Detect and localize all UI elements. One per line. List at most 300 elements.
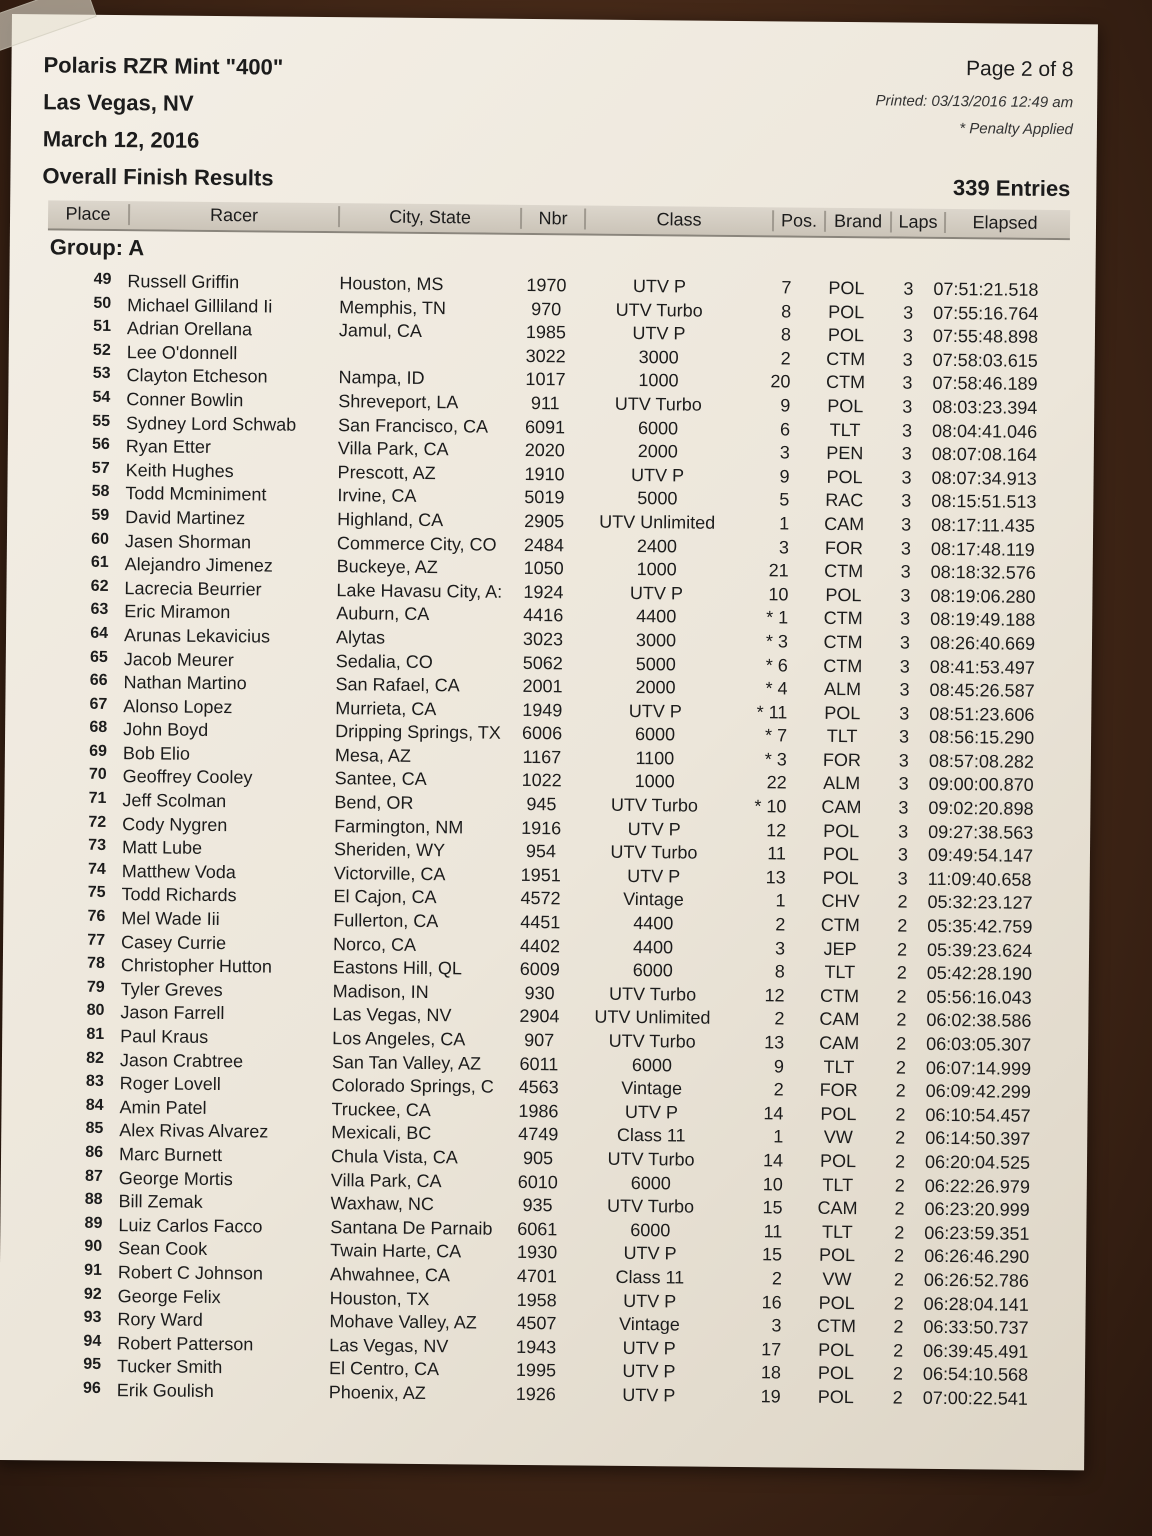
- cell-class: 6000: [637, 417, 679, 438]
- cell-racer: Jason Crabtree: [119, 1049, 244, 1071]
- cell-nbr: 970: [531, 298, 562, 319]
- cell-laps: 2: [895, 1057, 907, 1078]
- cell-racer: George Mortis: [118, 1167, 233, 1189]
- cell-nbr: 935: [522, 1195, 553, 1216]
- cell-brand: POL: [827, 395, 864, 417]
- cell-elapsed: 08:17:48.119: [930, 538, 1035, 560]
- cell-pos: 2: [780, 348, 791, 369]
- cell-brand: CTM: [823, 631, 863, 653]
- cell-place: 95: [83, 1356, 102, 1374]
- cell-elapsed: 06:07:14.999: [925, 1057, 1032, 1079]
- cell-pos: 1: [775, 890, 786, 911]
- cell-class: 1000: [634, 771, 675, 792]
- cell-laps: 3: [901, 514, 912, 535]
- cell-racer: Alonso Lopez: [123, 695, 233, 717]
- cell-brand: ALM: [823, 678, 862, 700]
- cell-place: 64: [90, 624, 109, 642]
- cell-brand: ALM: [823, 773, 861, 794]
- cell-laps: 2: [894, 1222, 905, 1243]
- cell-class: UTV Unlimited: [594, 1007, 711, 1029]
- cell-class: UTV Unlimited: [599, 511, 716, 533]
- cell-pos: 19: [760, 1386, 781, 1407]
- cell-brand: CAM: [819, 1032, 860, 1054]
- cell-laps: 3: [898, 750, 909, 771]
- cell-class: 3000: [638, 346, 679, 368]
- cell-pos: 22: [766, 772, 787, 793]
- cell-pos: * 3: [765, 631, 789, 652]
- cell-racer: Keith Hughes: [125, 459, 234, 481]
- cell-pos: 5: [779, 489, 790, 510]
- cell-laps: 3: [898, 726, 910, 747]
- cell-brand: POL: [819, 1245, 856, 1266]
- cell-city: Murrieta, CA: [335, 697, 437, 719]
- cell-racer: Eric Miramon: [124, 601, 231, 623]
- cell-elapsed: 08:56:15.290: [929, 727, 1035, 749]
- cell-elapsed: 06:23:59.351: [924, 1222, 1030, 1244]
- cell-nbr: 4701: [516, 1265, 558, 1287]
- cell-place: 68: [89, 719, 108, 737]
- cell-brand: POL: [828, 301, 865, 322]
- cell-elapsed: 05:39:23.624: [926, 939, 1033, 961]
- cell-nbr: 1924: [523, 581, 564, 603]
- cell-nbr: 4402: [519, 935, 561, 956]
- cell-pos: 8: [780, 324, 792, 345]
- cell-brand: POL: [828, 277, 865, 299]
- cell-class: UTV Turbo: [609, 983, 697, 1005]
- cell-racer: Lee O'donnell: [126, 341, 238, 363]
- cell-place: 90: [84, 1238, 103, 1256]
- cell-class: UTV Turbo: [610, 794, 699, 816]
- cell-laps: 3: [902, 349, 913, 370]
- cell-racer: Jacob Meurer: [123, 648, 234, 670]
- cell-brand: POL: [819, 1150, 857, 1172]
- cell-brand: POL: [818, 1339, 855, 1360]
- cell-pos: 2: [773, 1079, 784, 1100]
- col-city: City, State: [340, 206, 522, 229]
- cell-brand: TLT: [829, 419, 861, 440]
- cell-racer: Matthew Voda: [121, 860, 236, 883]
- cell-city: Norco, CA: [332, 933, 417, 955]
- penalty-note: * Penalty Applied: [959, 120, 1074, 139]
- cell-pos: 11: [763, 1221, 783, 1242]
- cell-racer: Rory Ward: [117, 1309, 203, 1331]
- cell-class: UTV Turbo: [606, 1195, 695, 1217]
- cell-laps: 3: [900, 585, 911, 606]
- cell-brand: FOR: [819, 1079, 858, 1101]
- cell-nbr: 6091: [524, 416, 566, 437]
- cell-nbr: 6006: [521, 723, 563, 744]
- cell-racer: Marc Burnett: [118, 1144, 223, 1166]
- cell-laps: 3: [900, 538, 912, 559]
- cell-pos: 3: [771, 1315, 782, 1336]
- cell-laps: 3: [897, 844, 909, 865]
- cell-nbr: 3023: [522, 628, 564, 650]
- cell-place: 87: [84, 1167, 103, 1185]
- cell-place: 50: [93, 294, 112, 312]
- cell-pos: 9: [780, 395, 791, 416]
- cell-pos: 8: [781, 300, 792, 322]
- event-date: March 12, 2016: [42, 126, 200, 153]
- cell-nbr: 1949: [522, 699, 563, 721]
- cell-class: UTV Turbo: [614, 393, 702, 415]
- cell-laps: 2: [892, 1363, 904, 1384]
- cell-nbr: 2001: [522, 676, 563, 697]
- cell-city: Santee, CA: [334, 768, 427, 790]
- cell-laps: 3: [899, 679, 910, 700]
- cell-nbr: 1910: [524, 463, 565, 485]
- cell-pos: 3: [778, 536, 790, 558]
- cell-pos: * 1: [766, 607, 789, 628]
- cell-city: Santana De Parnaib: [330, 1216, 493, 1239]
- cell-laps: 2: [894, 1151, 906, 1172]
- cell-pos: 2: [771, 1268, 782, 1289]
- cell-racer: John Boyd: [123, 719, 209, 741]
- cell-nbr: 1986: [518, 1100, 559, 1122]
- cell-laps: 3: [902, 325, 914, 346]
- cell-racer: Sydney Lord Schwab: [125, 412, 297, 435]
- cell-class: UTV Turbo: [615, 299, 703, 321]
- cell-laps: 2: [895, 1104, 906, 1125]
- cell-nbr: 4507: [516, 1313, 557, 1334]
- cell-city: Bend, OR: [334, 792, 414, 813]
- cell-class: 1000: [636, 559, 677, 580]
- cell-place: 65: [89, 648, 108, 666]
- cell-class: 4400: [636, 606, 677, 627]
- cell-place: 66: [89, 671, 108, 690]
- cell-pos: * 3: [764, 749, 787, 770]
- cell-racer: Russell Griffin: [127, 271, 240, 293]
- cell-place: 49: [93, 270, 112, 288]
- cell-elapsed: 08:41:53.497: [929, 656, 1035, 678]
- cell-elapsed: 06:54:10.568: [922, 1364, 1029, 1386]
- col-racer: Racer: [130, 204, 340, 227]
- cell-city: Farmington, NM: [334, 815, 464, 838]
- cell-place: 83: [85, 1072, 104, 1091]
- cell-city: Chula Vista, CA: [330, 1146, 458, 1168]
- cell-brand: TLT: [823, 1056, 855, 1077]
- cell-class: UTV Turbo: [610, 842, 698, 863]
- cell-place: 91: [84, 1261, 103, 1279]
- cell-class: 6000: [634, 724, 676, 745]
- cell-elapsed: 05:42:28.190: [926, 963, 1033, 985]
- cell-brand: POL: [820, 1103, 857, 1124]
- cell-nbr: 911: [530, 392, 560, 414]
- cell-city: Ahwahnee, CA: [329, 1264, 451, 1286]
- cell-city: Buckeye, AZ: [336, 556, 438, 578]
- cell-pos: 17: [761, 1338, 782, 1360]
- cell-pos: 21: [768, 560, 789, 581]
- cell-laps: 3: [901, 467, 912, 488]
- cell-class: UTV P: [632, 275, 687, 297]
- cell-racer: Casey Currie: [121, 931, 227, 953]
- cell-place: 92: [83, 1285, 102, 1303]
- cell-elapsed: 07:51:21.518: [933, 278, 1039, 300]
- cell-laps: 3: [898, 821, 909, 842]
- cell-laps: 3: [899, 656, 910, 677]
- cell-city: Commerce City, CO: [336, 532, 497, 555]
- cell-pos: * 11: [756, 701, 788, 723]
- cell-brand: CAM: [817, 1197, 858, 1219]
- cell-city: Colorado Springs, C: [331, 1075, 494, 1097]
- cell-brand: POL: [817, 1363, 855, 1384]
- cell-place: 78: [87, 954, 105, 973]
- cell-pos: 15: [761, 1244, 783, 1265]
- cell-brand: POL: [824, 702, 861, 723]
- cell-elapsed: 08:04:41.046: [931, 420, 1038, 442]
- cell-city: Houston, TX: [329, 1287, 430, 1309]
- cell-class: 6000: [630, 1172, 671, 1193]
- cell-elapsed: 08:19:49.188: [930, 609, 1036, 631]
- cell-elapsed: 08:07:34.913: [931, 467, 1037, 489]
- cell-brand: CAM: [819, 1009, 860, 1030]
- cell-elapsed: 06:39:45.491: [923, 1340, 1029, 1362]
- cell-pos: 10: [762, 1173, 783, 1195]
- cell-place: 86: [85, 1143, 104, 1161]
- cell-city: Sheriden, WY: [333, 839, 446, 861]
- cell-place: 89: [84, 1214, 103, 1232]
- cell-pos: 1: [773, 1126, 784, 1147]
- cell-city: Dripping Springs, TX: [335, 721, 501, 744]
- cell-brand: FOR: [822, 749, 861, 771]
- cell-racer: Michael Gilliland Ii: [127, 294, 273, 317]
- cell-class: 5000: [635, 653, 676, 674]
- cell-laps: 2: [895, 1127, 906, 1149]
- cell-brand: POL: [822, 867, 859, 889]
- cell-racer: Robert Patterson: [117, 1332, 254, 1355]
- cell-brand: POL: [823, 820, 860, 841]
- cell-racer: Paul Kraus: [120, 1026, 209, 1047]
- cell-class: UTV Turbo: [607, 1148, 695, 1170]
- cell-class: UTV P: [628, 700, 682, 722]
- cell-place: 88: [84, 1190, 103, 1209]
- cell-nbr: 905: [522, 1147, 554, 1169]
- cell-city: Shreveport, LA: [338, 391, 459, 413]
- cell-nbr: 6010: [517, 1171, 558, 1192]
- cell-racer: Alex Rivas Alvarez: [119, 1120, 269, 1142]
- cell-racer: Tyler Greves: [120, 978, 223, 1000]
- cell-class: 6000: [630, 1219, 671, 1241]
- group-label: Group: A: [49, 234, 145, 261]
- cell-elapsed: 06:20:04.525: [924, 1151, 1031, 1173]
- cell-brand: JEP: [823, 938, 857, 959]
- cell-elapsed: 07:55:48.898: [932, 326, 1039, 348]
- cell-class: 1100: [635, 747, 675, 769]
- cell-laps: 3: [902, 372, 913, 394]
- cell-place: 58: [91, 483, 110, 501]
- cell-nbr: 2905: [524, 510, 565, 532]
- cell-place: 57: [91, 459, 110, 477]
- cell-pos: 1: [779, 513, 790, 534]
- cell-elapsed: 06:23:20.999: [924, 1198, 1030, 1220]
- cell-racer: Arunas Lekavicius: [123, 625, 271, 647]
- cell-elapsed: 06:22:26.979: [924, 1175, 1030, 1197]
- cell-nbr: 1022: [521, 770, 562, 791]
- cell-place: 67: [89, 695, 108, 713]
- cell-class: 5000: [637, 488, 678, 509]
- cell-pos: 16: [761, 1291, 782, 1312]
- cell-nbr: 6009: [519, 959, 560, 980]
- cell-pos: 2: [774, 1008, 785, 1029]
- cell-place: 62: [90, 577, 109, 595]
- cell-city: Villa Park, CA: [337, 438, 449, 460]
- cell-laps: 2: [896, 962, 907, 983]
- cell-brand: TLT: [826, 726, 858, 747]
- cell-city: Jamul, CA: [338, 320, 423, 342]
- cell-city: Irvine, CA: [337, 485, 417, 507]
- cell-elapsed: 08:19:06.280: [930, 585, 1036, 607]
- cell-nbr: 1916: [521, 817, 562, 838]
- cell-pos: 15: [762, 1197, 783, 1218]
- cell-nbr: 1958: [516, 1289, 557, 1310]
- cell-place: 53: [92, 365, 111, 383]
- cell-class: UTV Turbo: [608, 1030, 696, 1052]
- cell-class: UTV P: [622, 1337, 676, 1359]
- cell-place: 52: [92, 341, 111, 359]
- cell-racer: Roger Lovell: [119, 1073, 221, 1095]
- cell-brand: POL: [817, 1386, 854, 1408]
- cell-elapsed: 08:18:32.576: [930, 561, 1036, 583]
- cell-brand: TLT: [824, 962, 856, 983]
- cell-laps: 3: [897, 868, 908, 889]
- cell-racer: Cody Nygren: [122, 813, 228, 835]
- cell-brand: CTM: [824, 560, 864, 582]
- cell-pos: 14: [763, 1103, 784, 1124]
- col-elapsed: Elapsed: [972, 212, 1038, 233]
- cell-pos: 12: [764, 985, 785, 1006]
- cell-place: 94: [83, 1332, 102, 1350]
- cell-place: 80: [86, 1002, 105, 1020]
- cell-pos: 8: [774, 961, 785, 982]
- cell-laps: 2: [896, 1009, 907, 1031]
- cell-brand: CTM: [816, 1315, 857, 1337]
- cell-brand: CTM: [820, 985, 860, 1006]
- cell-racer: Luiz Carlos Facco: [118, 1214, 263, 1237]
- cell-brand: POL: [825, 584, 862, 605]
- cell-laps: 2: [894, 1175, 905, 1196]
- cell-class: Class 11: [615, 1266, 685, 1288]
- cell-city: San Tan Valley, AZ: [331, 1051, 482, 1074]
- cell-nbr: 4572: [520, 888, 561, 909]
- cell-elapsed: 09:27:38.563: [928, 821, 1034, 843]
- cell-city: Las Vegas, NV: [329, 1334, 449, 1356]
- cell-brand: POL: [826, 466, 863, 487]
- cell-laps: 3: [899, 703, 910, 724]
- cell-laps: 3: [898, 797, 909, 818]
- cell-nbr: 4749: [518, 1124, 559, 1145]
- cell-laps: 3: [899, 632, 911, 653]
- cell-pos: 6: [779, 418, 791, 440]
- cell-brand: PEN: [826, 442, 864, 464]
- cell-city: Houston, MS: [339, 273, 444, 295]
- cell-class: UTV P: [629, 582, 684, 604]
- cell-laps: 3: [900, 561, 911, 582]
- cell-class: UTV P: [630, 464, 685, 486]
- cell-nbr: 4451: [520, 911, 561, 933]
- cell-racer: Nathan Martino: [123, 672, 247, 694]
- cell-nbr: 2904: [519, 1006, 560, 1027]
- cell-elapsed: 09:02:20.898: [928, 797, 1034, 819]
- cell-brand: CAM: [824, 513, 865, 535]
- cell-elapsed: 06:10:54.457: [925, 1104, 1031, 1126]
- cell-laps: 3: [898, 774, 909, 795]
- cell-city: Mexicali, BC: [331, 1122, 432, 1144]
- cell-class: 2000: [635, 677, 676, 698]
- cell-nbr: 2484: [523, 534, 565, 555]
- cell-place: 69: [89, 742, 108, 760]
- cell-class: 2000: [637, 441, 678, 462]
- cell-city: Las Vegas, NV: [332, 1004, 452, 1026]
- cell-place: 82: [86, 1049, 105, 1067]
- cell-place: 51: [93, 317, 112, 336]
- cell-nbr: 1985: [525, 322, 567, 343]
- cell-laps: 2: [894, 1245, 905, 1266]
- cell-elapsed: 06:09:42.299: [925, 1081, 1031, 1103]
- cell-place: 71: [88, 789, 107, 808]
- cell-brand: POL: [827, 325, 865, 346]
- cell-laps: 2: [893, 1293, 904, 1314]
- cell-nbr: 5062: [522, 652, 563, 673]
- cell-place: 93: [83, 1308, 102, 1327]
- cell-city: Villa Park, CA: [330, 1169, 442, 1191]
- cell-class: UTV P: [622, 1384, 676, 1406]
- cell-city: Memphis, TN: [339, 296, 446, 318]
- cell-elapsed: 07:55:16.764: [933, 302, 1039, 324]
- cell-brand: CAM: [821, 796, 862, 818]
- cell-nbr: 1050: [523, 558, 564, 579]
- report-title: Overall Finish Results: [42, 163, 274, 191]
- cell-brand: TLT: [822, 1174, 854, 1195]
- cell-elapsed: 08:07:08.164: [931, 444, 1038, 466]
- cell-racer: Amin Patel: [119, 1096, 207, 1118]
- cell-brand: VW: [823, 1127, 853, 1148]
- cell-city: El Centro, CA: [328, 1358, 440, 1380]
- cell-laps: 2: [895, 1080, 906, 1101]
- cell-brand: POL: [818, 1292, 855, 1313]
- cell-class: Vintage: [618, 1314, 680, 1335]
- cell-city: Waxhaw, NC: [330, 1193, 435, 1215]
- cell-laps: 2: [892, 1387, 903, 1408]
- results-table: [0, 270, 1095, 1413]
- cell-nbr: 6061: [517, 1218, 558, 1240]
- cell-city: Highland, CA: [337, 509, 444, 531]
- cell-racer: Lacrecia Beurrier: [124, 577, 262, 600]
- cell-racer: Clayton Etcheson: [126, 365, 268, 387]
- cell-class: UTV P: [624, 1101, 679, 1123]
- cell-elapsed: 09:49:54.147: [927, 845, 1034, 867]
- cell-class: UTV P: [623, 1243, 677, 1264]
- cell-racer: Alejandro Jimenez: [124, 554, 273, 576]
- cell-racer: Ryan Etter: [125, 436, 211, 458]
- cell-class: Class 11: [616, 1125, 686, 1146]
- cell-nbr: 1995: [515, 1360, 557, 1381]
- cell-class: 6000: [631, 1054, 673, 1075]
- cell-elapsed: 05:56:16.043: [926, 986, 1032, 1008]
- cell-place: 73: [88, 837, 107, 855]
- cell-laps: 2: [896, 1033, 907, 1054]
- cell-city: Nampa, ID: [338, 367, 425, 389]
- cell-racer: Robert C Johnson: [117, 1262, 264, 1284]
- cell-racer: Jasen Shorman: [124, 530, 252, 552]
- cell-city: Phoenix, AZ: [328, 1382, 426, 1403]
- cell-nbr: 1926: [515, 1383, 556, 1405]
- cell-nbr: 6011: [519, 1053, 559, 1074]
- cell-racer: Mel Wade Iii: [121, 908, 220, 930]
- cell-city: Los Angeles, CA: [332, 1028, 466, 1050]
- cell-brand: CTM: [820, 914, 860, 936]
- cell-laps: 2: [893, 1316, 904, 1337]
- cell-pos: 11: [767, 843, 787, 864]
- cell-pos: * 10: [754, 796, 787, 817]
